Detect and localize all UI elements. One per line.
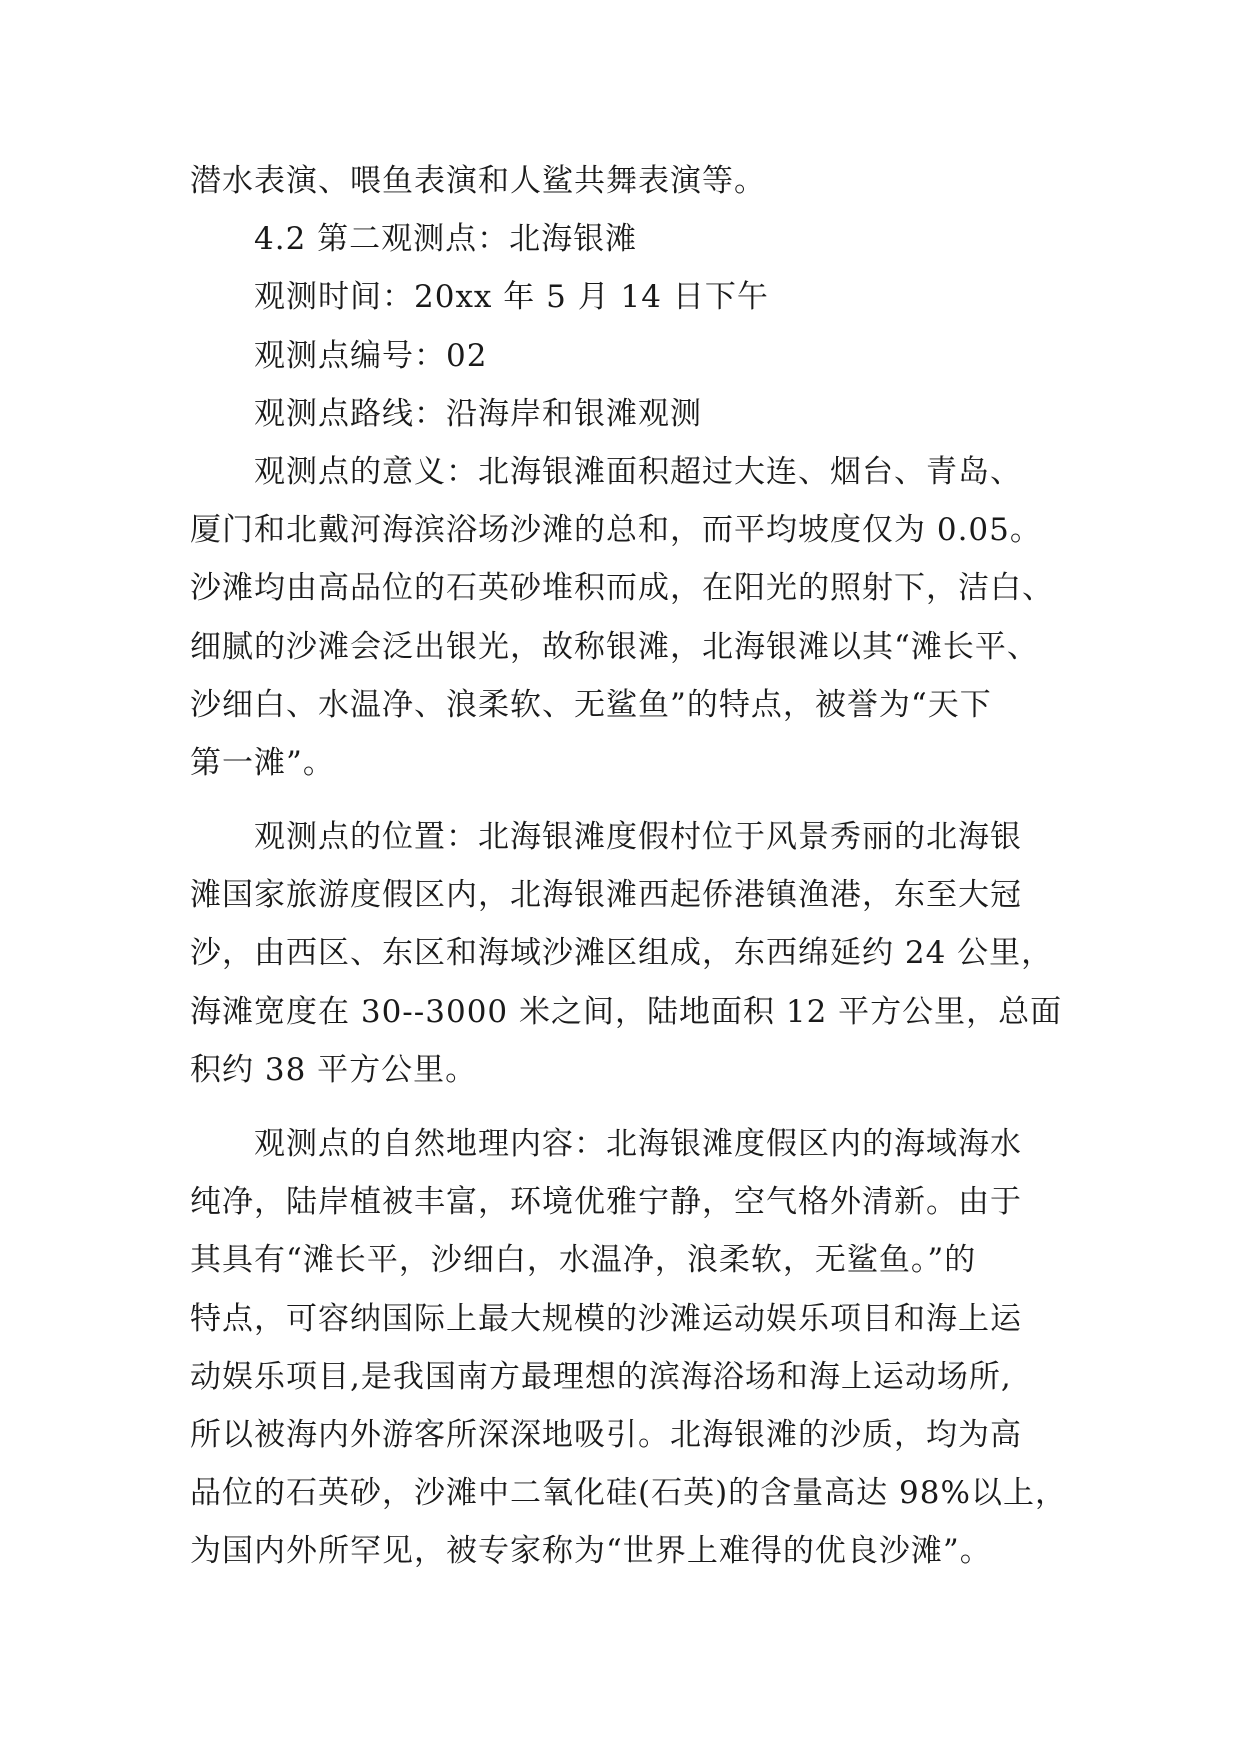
paragraph-geography-line: 其具有“滩长平，沙细白，水温净，浪柔软，无鲨鱼。”的 — [190, 1242, 977, 1279]
paragraph-location-line: 滩国家旅游度假区内，北海银滩西起侨港镇渔港，东至大冠 — [190, 877, 1022, 914]
paragraph-geography-line: 纯净，陆岸植被丰富，环境优雅宁静，空气格外清新。由于 — [190, 1184, 1022, 1221]
observation-route: 观测点路线：沿海岸和银滩观测 — [254, 395, 702, 432]
paragraph-location-line: 积约 38 平方公里。 — [190, 1051, 478, 1088]
paragraph-geography-line: 动娱乐项目,是我国南方最理想的滨海浴场和海上运动场所, — [190, 1358, 1012, 1395]
paragraph-significance-line: 观测点的意义：北海银滩面积超过大连、烟台、青岛、 — [254, 453, 1022, 490]
paragraph-location-line: 沙，由西区、东区和海域沙滩区组成，东西绵延约 24 公里， — [190, 935, 1054, 972]
paragraph-significance-line: 细腻的沙滩会泛出银光，故称银滩，北海银滩以其“滩长平、 — [190, 628, 1039, 665]
paragraph-significance-line: 第一滩”。 — [190, 744, 335, 781]
paragraph-geography-line: 特点，可容纳国际上最大规模的沙滩运动娱乐项目和海上运 — [190, 1300, 1022, 1337]
paragraph-geography-line: 所以被海内外游客所深深地吸引。北海银滩的沙质，均为高 — [190, 1416, 1022, 1453]
text-line: 潜水表演、喂鱼表演和人鲨共舞表演等。 — [190, 163, 766, 199]
observation-point-number: 观测点编号：02 — [254, 337, 488, 374]
paragraph-geography-line: 为国内外所罕见，被专家称为“世界上难得的优良沙滩”。 — [190, 1533, 992, 1570]
paragraph-geography-line: 观测点的自然地理内容：北海银滩度假区内的海域海水 — [254, 1126, 1022, 1162]
observation-time: 观测时间：20xx 年 5 月 14 日下午 — [254, 279, 769, 316]
paragraph-significance-line: 厦门和北戴河海滨浴场沙滩的总和，而平均坡度仅为 0.05。 — [190, 512, 1042, 549]
section-heading: 4.2 第二观测点：北海银滩 — [254, 221, 638, 258]
document-body — [190, 152, 1067, 1581]
paragraph-significance-line: 沙细白、水温净、浪柔软、无鲨鱼”的特点，被誉为“天下 — [190, 686, 992, 723]
paragraph-significance-line: 沙滩均由高品位的石英砂堆积而成，在阳光的照射下，洁白、 — [190, 570, 1054, 607]
paragraph-geography-line: 品位的石英砂，沙滩中二氧化硅(石英)的含量高达 98%以上， — [190, 1475, 1067, 1512]
paragraph-location-line: 海滩宽度在 30--3000 米之间，陆地面积 12 平方公里，总面 — [190, 993, 1063, 1030]
paragraph-location-line: 观测点的位置：北海银滩度假村位于风景秀丽的北海银 — [254, 819, 1022, 856]
